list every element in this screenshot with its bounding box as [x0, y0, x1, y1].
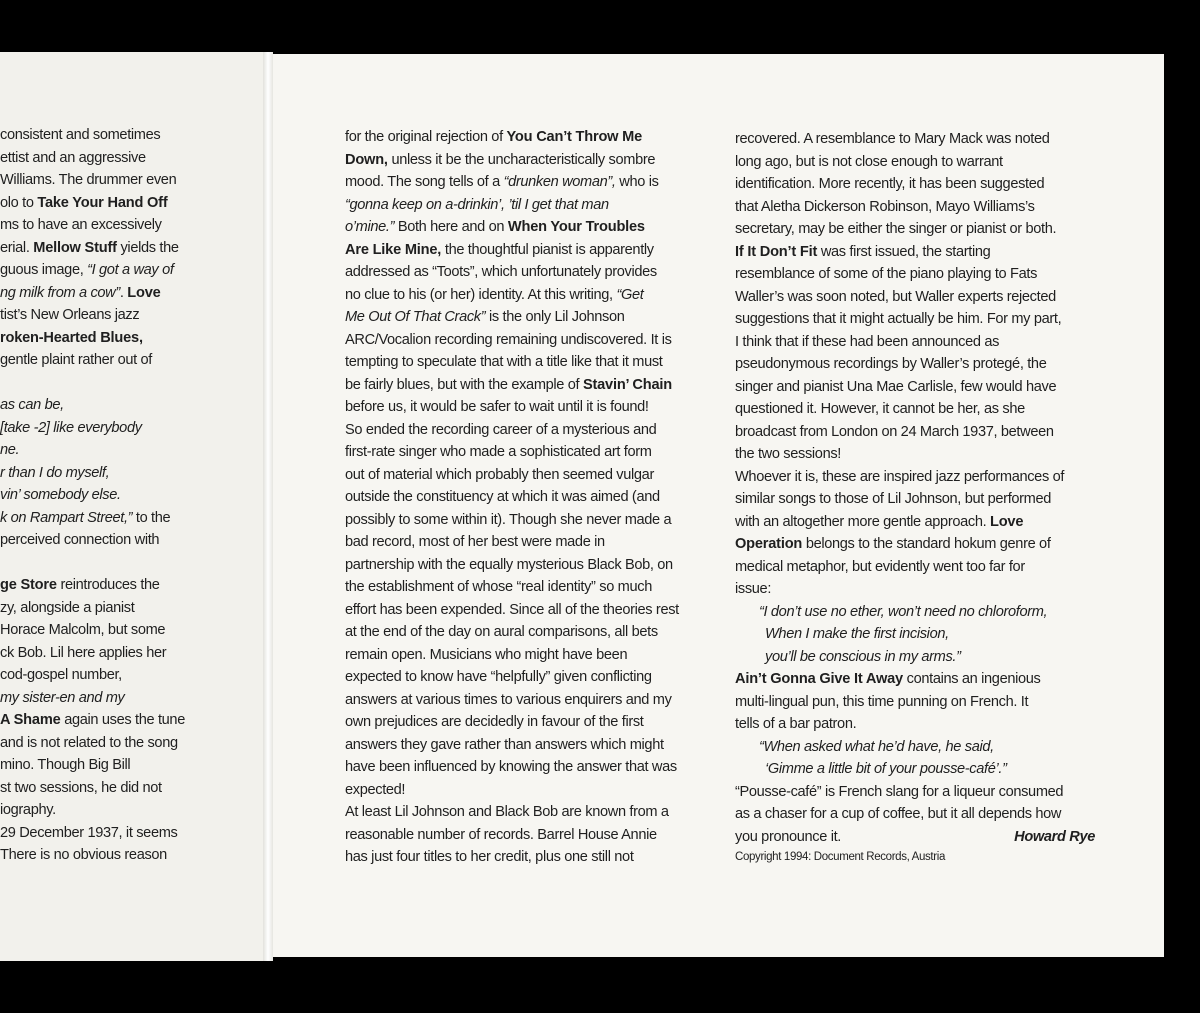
text-line: [0, 147, 262, 170]
text-line: [735, 781, 1095, 804]
text-run: perceived connection with: [0, 532, 160, 548]
text-run: own prejudices are decidedly in favour of the first: [345, 714, 644, 730]
text-line: [345, 329, 705, 352]
text-run: outside the constituency at which it was aimed (and: [345, 489, 660, 505]
text-line: [345, 396, 705, 419]
text-run: Both here and on: [394, 219, 508, 235]
song-title: Ain’t Gonna Give It Away: [735, 671, 903, 687]
text-run: ms to have an excessively: [0, 217, 162, 233]
text-run: partnership with the equally mysterious Black Bob, on: [345, 556, 673, 573]
text-run: remain open. Musicians who might have been: [345, 646, 628, 663]
text-line: [345, 711, 705, 734]
text-run: ettist and an aggressive: [0, 149, 146, 166]
text-run: olo to: [0, 194, 38, 211]
text-run: st two sessions, he did not: [0, 779, 162, 796]
text-line: [345, 284, 705, 307]
text-line: [735, 646, 1095, 669]
text-line: [0, 259, 262, 282]
lyric-quote: “gonna keep on a-drinkin’, ’til I get that man: [345, 196, 609, 213]
text-line: [345, 306, 705, 329]
text-run: questioned it. However, it cannot be her, as she: [735, 401, 1025, 417]
text-line: [735, 173, 1095, 196]
text-line: [345, 734, 705, 757]
text-line: [345, 554, 705, 577]
text-line: [0, 439, 262, 462]
text-line: [0, 484, 262, 507]
text-line: [0, 507, 262, 530]
text-line: [735, 623, 1095, 646]
text-line: [345, 261, 705, 284]
lyric-quote: my sister-en and my: [0, 689, 125, 706]
text-run: tells of a bar patron.: [735, 716, 857, 732]
lyric-quote: o’mine.”: [345, 219, 395, 235]
text-run: recovered. A resemblance to Mary Mack was noted: [735, 131, 1050, 147]
text-run: was first issued, the starting: [817, 243, 991, 260]
text-run: reasonable number of records. Barrel House Annie: [345, 826, 657, 843]
text-line: [735, 308, 1095, 331]
text-line: [0, 754, 262, 777]
text-line: [345, 239, 705, 262]
song-title: Love: [990, 513, 1024, 530]
text-line: [345, 126, 705, 149]
text-line: [345, 374, 705, 397]
lyric-quote: r than I do myself,: [0, 464, 110, 481]
lyric-quote: “I got a way of: [87, 262, 174, 278]
song-title: Love: [127, 284, 161, 301]
text-line: [735, 421, 1095, 444]
text-run: the thoughtful pianist is apparently: [441, 241, 654, 258]
lyric-quote: When I make the first incision,: [765, 626, 949, 642]
text-run: at the end of the day on aural comparisons, all bets: [345, 624, 658, 640]
text-run: addressed as “Toots”, which unfortunately provides: [345, 264, 657, 280]
song-title: Operation: [735, 536, 803, 552]
copyright-notice: Copyright 1994: Document Records, Austria: [735, 851, 946, 863]
text-line: [735, 713, 1095, 736]
text-line: [735, 668, 1095, 691]
text-run: and is not related to the song: [0, 734, 178, 751]
text-line: [0, 372, 262, 395]
text-run: ck Bob. Lil here applies her: [0, 644, 167, 661]
song-title: roken-Hearted Blues,: [0, 329, 143, 346]
text-line: [0, 214, 262, 237]
lyric-quote: as can be,: [0, 397, 64, 413]
text-run: before us, it would be safer to wait until it is found!: [345, 399, 649, 415]
text-line: [0, 664, 262, 687]
text-run: Waller’s was soon noted, but Waller experts rejected: [735, 288, 1056, 305]
text-run: iography.: [0, 802, 56, 818]
text-run: mood. The song tells of a: [345, 174, 504, 190]
lyric-quote: vin’ somebody else.: [0, 487, 121, 503]
lyric-quote: k on Rampart Street,”: [0, 509, 133, 526]
text-run: first-rate singer who made a sophisticated art form: [345, 444, 652, 460]
text-line: [345, 846, 705, 869]
text-line: [345, 666, 705, 689]
text-run: tempting to speculate that with a title like that it must: [345, 354, 663, 370]
text-line: [345, 351, 705, 374]
text-run: with an altogether more gentle approach.: [735, 513, 990, 530]
text-run: for the original rejection of: [345, 129, 507, 145]
text-run: suggestions that it might actually be him. For my part,: [735, 311, 1062, 327]
text-run: you pronounce it.: [735, 828, 842, 845]
text-line: [735, 488, 1095, 511]
text-line: [0, 192, 262, 215]
text-line: [345, 576, 705, 599]
text-run: secretary, may be either the singer or pianist or both.: [735, 221, 1057, 237]
text-run: that Aletha Dickerson Robinson, Mayo Williams’s: [735, 198, 1035, 215]
text-line: [735, 443, 1095, 466]
text-run: There is no obvious reason: [0, 847, 167, 863]
song-title: Are Like Mine,: [345, 241, 442, 258]
text-line: [0, 822, 262, 845]
text-run: the establishment of whose “real identity” so much: [345, 579, 652, 595]
text-run: identification. More recently, it has been suggested: [735, 176, 1045, 192]
text-line: [735, 511, 1095, 534]
text-line: [0, 619, 262, 642]
text-run: bad record, most of her best were made in: [345, 534, 605, 550]
text-line: [735, 263, 1095, 286]
text-run: expected to know have “helpfully” given conflicting: [345, 669, 652, 685]
text-line: [0, 574, 262, 597]
text-line: [0, 642, 262, 665]
text-run: expected!: [345, 781, 406, 798]
text-run: Whoever it is, these are inspired jazz performances of: [735, 468, 1065, 485]
lyric-quote: ng milk from a cow”: [0, 284, 120, 301]
text-line: [735, 398, 1095, 421]
text-run: consistent and sometimes: [0, 127, 161, 143]
text-line: [735, 466, 1095, 489]
text-run: broadcast from London on 24 March 1937, between: [735, 423, 1054, 440]
text-run: contains an ingenious: [902, 671, 1041, 687]
text-run: issue:: [735, 581, 772, 597]
song-title: ge Store: [0, 577, 57, 593]
text-run: no clue to his (or her) identity. At this writing,: [345, 286, 617, 303]
text-run: to the: [132, 509, 171, 526]
text-line: [345, 171, 705, 194]
text-line: [345, 149, 705, 172]
song-title: Stavin’ Chain: [582, 376, 672, 393]
text-line: [345, 756, 705, 779]
song-title: Down,: [345, 151, 388, 168]
text-run: possibly to some within it). Though she never made a: [345, 511, 672, 528]
text-line: [0, 732, 262, 755]
text-line: [0, 709, 262, 732]
text-line: [735, 736, 1095, 759]
text-line: [345, 779, 705, 802]
text-line: [0, 282, 262, 305]
text-line: [735, 533, 1095, 556]
text-line: [0, 844, 262, 867]
right-text-column: [735, 128, 1095, 866]
text-run: Horace Malcolm, but some: [0, 622, 166, 638]
text-line: [735, 376, 1095, 399]
text-line: [735, 601, 1095, 624]
text-line: [735, 286, 1095, 309]
text-line: [0, 394, 262, 417]
text-run: unless it be the uncharacteristically sombre: [387, 151, 656, 168]
text-line: [345, 824, 705, 847]
text-run: So ended the recording career of a mysterious and: [345, 421, 657, 438]
text-run: resemblance of some of the piano playing to Fats: [735, 266, 1038, 282]
text-run: have been influenced by knowing the answer that was: [345, 759, 677, 775]
text-line: [0, 529, 262, 552]
text-line: [735, 758, 1095, 781]
text-line: [345, 644, 705, 667]
lyric-quote: [take -2] like everybody: [0, 419, 142, 436]
text-run: singer and pianist Una Mae Carlisle, few would have: [735, 378, 1057, 395]
text-run: answers they gave rather than answers which might: [345, 736, 664, 753]
text-run: mino. Though Big Bill: [0, 757, 131, 773]
song-title: You Can’t Throw Me: [506, 129, 643, 145]
text-line: [345, 419, 705, 442]
text-run: “Pousse-café” is French slang for a liqueur consumed: [735, 783, 1064, 800]
text-line: [735, 556, 1095, 579]
text-line: [735, 353, 1095, 376]
text-line: [735, 196, 1095, 219]
text-line: [345, 194, 705, 217]
text-line: [0, 687, 262, 710]
text-run: the two sessions!: [735, 446, 841, 462]
text-line: [735, 128, 1095, 151]
text-run: Williams. The drummer even: [0, 172, 177, 188]
text-run: yields the: [116, 239, 179, 256]
text-run: .: [119, 284, 128, 301]
text-run: At least Lil Johnson and Black Bob are known from a: [345, 804, 669, 820]
text-line: [345, 441, 705, 464]
text-line: [735, 218, 1095, 241]
text-run: answers at various times to various enquirers and my: [345, 691, 672, 708]
text-line: [345, 599, 705, 622]
lyric-quote: “Get: [616, 286, 644, 303]
text-run: tist’s New Orleans jazz: [0, 307, 140, 323]
text-line: [0, 777, 262, 800]
song-title: If It Don’t Fit: [735, 243, 818, 260]
text-run: belongs to the standard hokum genre of: [802, 536, 1051, 552]
lyric-quote: “drunken woman”,: [503, 174, 616, 190]
text-run: effort has been expended. Since all of the theories rest: [345, 601, 679, 618]
text-line: [0, 327, 262, 350]
text-run: zy, alongside a pianist: [0, 599, 135, 616]
text-line: [0, 169, 262, 192]
text-line: [345, 801, 705, 824]
song-title: Mellow Stuff: [33, 239, 117, 256]
text-run: pseudonymous recordings by Waller’s protegé, the: [735, 356, 1047, 372]
text-line: [345, 464, 705, 487]
text-run: medical metaphor, but evidently went too far for: [735, 558, 1025, 575]
text-run: gentle plaint rather out of: [0, 352, 153, 368]
text-line: [0, 349, 262, 372]
text-line: [735, 331, 1095, 354]
lyric-quote: “When asked what he’d have, he said,: [759, 738, 994, 755]
page-fold: [263, 52, 273, 961]
text-line: [735, 691, 1095, 714]
left-text-column: [0, 124, 262, 867]
text-run: guous image,: [0, 262, 88, 278]
text-line: [345, 216, 705, 239]
text-run: who is: [615, 174, 659, 190]
text-line: [735, 803, 1095, 826]
text-run: has just four titles to her credit, plus one still not: [345, 849, 634, 865]
song-title: Take Your Hand Off: [37, 194, 168, 211]
text-line: [345, 689, 705, 712]
lyric-quote: ne.: [0, 442, 20, 458]
text-line: [0, 462, 262, 485]
text-run: be fairly blues, but with the example of: [345, 376, 583, 393]
text-run: erial.: [0, 239, 34, 256]
text-line: [0, 597, 262, 620]
text-run: 29 December 1937, it seems: [0, 824, 178, 841]
text-run: I think that if these had been announced as: [735, 333, 1000, 350]
text-run: is the only Lil Johnson: [485, 309, 625, 325]
text-line: [0, 799, 262, 822]
text-line: [0, 124, 262, 147]
text-line: [0, 304, 262, 327]
lyric-quote: Me Out Of That Crack”: [345, 309, 486, 325]
song-title: A Shame: [0, 712, 61, 728]
text-line: [735, 241, 1095, 264]
text-line: [0, 552, 262, 575]
text-line: [735, 151, 1095, 174]
song-title: When Your Troubles: [507, 219, 645, 235]
lyric-quote: you’ll be conscious in my arms.”: [765, 648, 961, 665]
text-line: [345, 531, 705, 554]
text-run: again uses the tune: [60, 712, 185, 728]
text-run: long ago, but is not close enough to warrant: [735, 153, 1003, 170]
text-line: [345, 486, 705, 509]
text-run: out of material which probably then seemed vulgar: [345, 466, 654, 483]
text-line: [0, 417, 262, 440]
text-run: cod-gospel number,: [0, 667, 122, 683]
text-run: as a chaser for a cup of coffee, but it all depends how: [735, 806, 1062, 822]
text-line: [735, 826, 1095, 849]
lyric-quote: “I don’t use no ether, won’t need no chloroform,: [759, 603, 1048, 620]
lyric-quote: ‘Gimme a little bit of your pousse-café’.”: [765, 761, 1007, 777]
text-line: [735, 578, 1095, 601]
text-run: similar songs to those of Lil Johnson, but performed: [735, 491, 1052, 507]
text-line: [345, 509, 705, 532]
text-run: reintroduces the: [56, 577, 160, 593]
middle-text-column: [345, 126, 705, 869]
text-run: multi-lingual pun, this time punning on French. It: [735, 693, 1029, 710]
text-line: [0, 237, 262, 260]
text-run: ARC/Vocalion recording remaining undiscovered. It is: [345, 331, 672, 348]
author-signature: Howard Rye: [1014, 828, 1095, 845]
text-line: [345, 621, 705, 644]
